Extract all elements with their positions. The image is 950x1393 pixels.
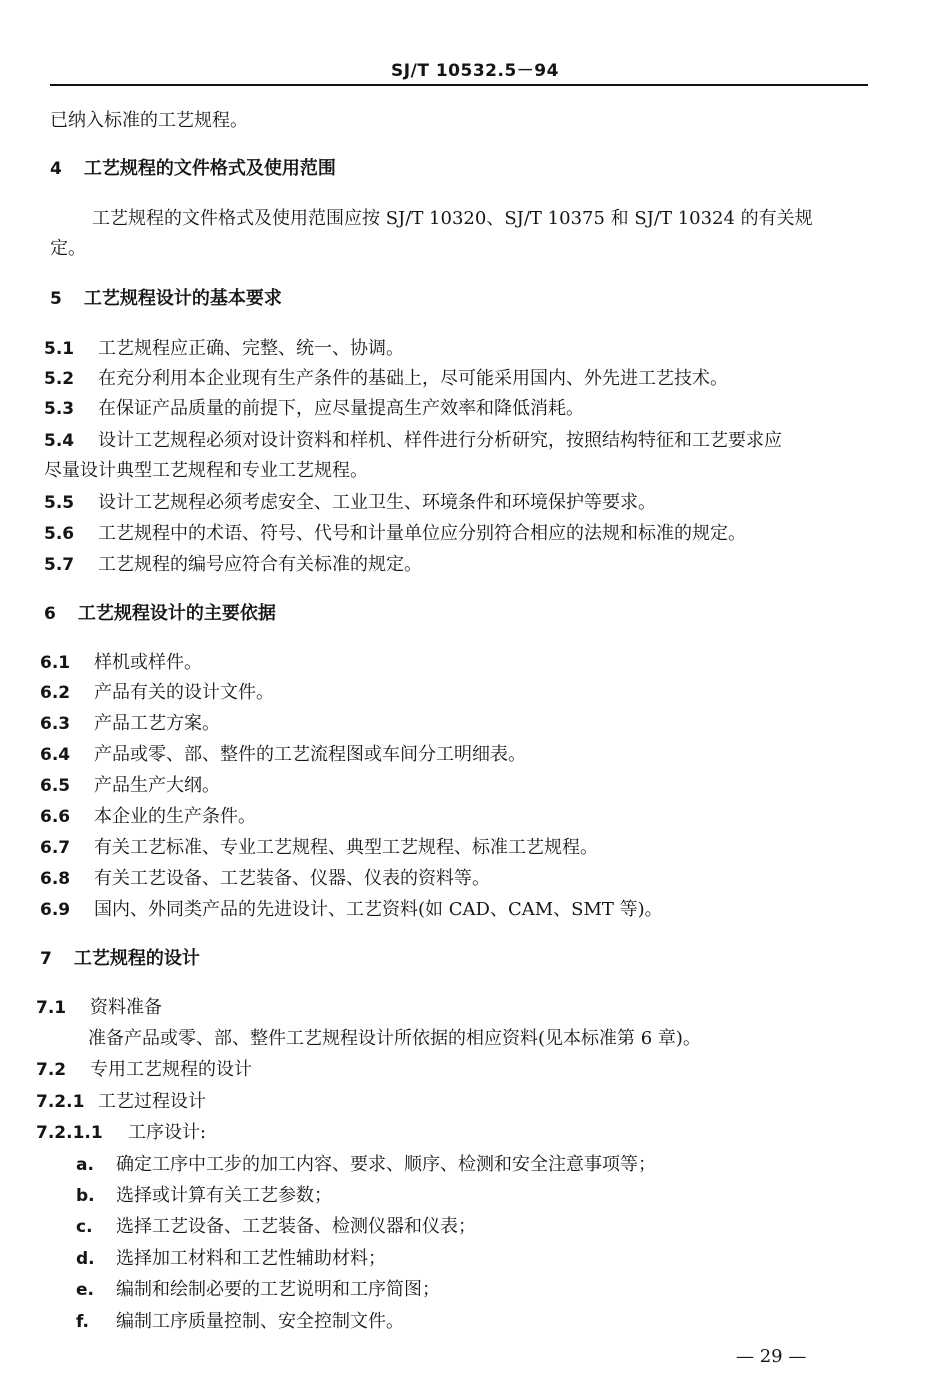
clause-text: 有关工艺标准、专业工艺规程、典型工艺规程、标准工艺规程。: [94, 837, 598, 858]
clause-number: 5.7: [44, 555, 75, 575]
clause-text: 有关工艺设备、工艺装备、仪器、仪表的资料等。: [94, 868, 490, 889]
list-label: b.: [76, 1186, 95, 1206]
section-5-heading: [50, 288, 282, 310]
section-7-heading: [40, 948, 200, 970]
section-number: 6: [44, 604, 56, 624]
clause-number: 6.1: [40, 653, 71, 673]
clause-number: 5.6: [44, 524, 75, 544]
clause-text: 本企业的生产条件。: [94, 806, 256, 827]
clause-text: 工艺规程的编号应符合有关标准的规定。: [98, 554, 422, 575]
clause-number: 7.2.1: [36, 1092, 85, 1112]
clause-number: 6.4: [40, 745, 71, 765]
clause-5-3: [44, 398, 584, 420]
header-rule: [50, 84, 868, 86]
clause-6-4: [40, 744, 526, 766]
standard-code-header: SJ/T 10532.5－94: [391, 61, 559, 81]
section-title: 工艺规程设计的主要依据: [77, 603, 276, 624]
clause-7-1-text: 准备产品或零、部、整件工艺规程设计所依据的相应资料(见本标准第 6 章)。: [88, 1028, 701, 1049]
clause-number: 7.2.1.1: [36, 1123, 103, 1143]
clause-text: 工艺规程应正确、完整、统一、协调。: [98, 338, 404, 359]
list-text: 选择加工材料和工艺性辅助材料；: [116, 1248, 386, 1269]
clause-number: 7.1: [36, 998, 67, 1018]
clause-number: 6.9: [40, 900, 71, 920]
section-number: 5: [50, 289, 62, 309]
list-item-d: [76, 1248, 386, 1270]
clause-6-6: [40, 806, 256, 828]
list-text: 确定工序中工步的加工内容、要求、顺序、检测和安全注意事项等；: [116, 1154, 656, 1175]
clause-text: 设计工艺规程必须考虑安全、工业卫生、环境条件和环境保护等要求。: [98, 492, 656, 513]
list-text: 编制和绘制必要的工艺说明和工序简图；: [116, 1279, 440, 1300]
section-title: 工艺规程的文件格式及使用范围: [83, 158, 336, 179]
clause-6-8: [40, 868, 490, 890]
list-text: 选择或计算有关工艺参数；: [116, 1185, 332, 1206]
section-title: 工艺规程设计的基本要求: [83, 288, 282, 309]
clause-text: 国内、外同类产品的先进设计、工艺资料(如 CAD、CAM、SMT 等)。: [94, 899, 663, 920]
clause-6-9: [40, 899, 663, 921]
list-item-c: [76, 1216, 476, 1238]
clause-5-1: [44, 338, 404, 360]
clause-number: 5.5: [44, 493, 75, 513]
intro-tail-text: 已纳入标准的工艺规程。: [50, 110, 248, 131]
clause-title: 资料准备: [90, 997, 162, 1018]
clause-7-1: [36, 997, 162, 1019]
list-label: e.: [76, 1280, 94, 1300]
section-number: 4: [50, 159, 62, 179]
clause-title: 工序设计:: [128, 1122, 207, 1143]
clause-6-5: [40, 775, 220, 797]
list-text: 编制工序质量控制、安全控制文件。: [116, 1311, 404, 1332]
clause-6-2: [40, 682, 274, 704]
list-label: f.: [76, 1312, 89, 1332]
clause-text: 产品工艺方案。: [94, 713, 220, 734]
clause-number: 6.5: [40, 776, 71, 796]
clause-6-7: [40, 837, 598, 859]
page-number: — 29 —: [736, 1346, 807, 1367]
clause-6-1: [40, 652, 202, 674]
list-label: c.: [76, 1217, 93, 1237]
section-number: 7: [40, 949, 52, 969]
list-item-a: [76, 1154, 656, 1176]
clause-5-6: [44, 523, 746, 545]
clause-5-2: [44, 368, 728, 390]
clause-5-4: [44, 430, 782, 452]
clause-7-2: [36, 1059, 252, 1081]
clause-text: 产品或零、部、整件的工艺流程图或车间分工明细表。: [94, 744, 526, 765]
clause-number: 6.6: [40, 807, 71, 827]
clause-number: 5.1: [44, 339, 75, 359]
clause-text: 设计工艺规程必须对设计资料和样机、样件进行分析研究，按照结构特征和工艺要求应: [98, 430, 782, 451]
section-4-heading: [50, 158, 336, 180]
clause-number: 6.7: [40, 838, 71, 858]
clause-5-7: [44, 554, 422, 576]
section-6-heading: [44, 603, 276, 625]
clause-title: 工艺过程设计: [98, 1091, 206, 1112]
clause-7-2-1: [36, 1091, 206, 1113]
clause-text: 产品生产大纲。: [94, 775, 220, 796]
clause-title: 专用工艺规程的设计: [90, 1059, 252, 1080]
list-label: a.: [76, 1155, 94, 1175]
clause-number: 6.2: [40, 683, 71, 703]
list-item-e: [76, 1279, 440, 1301]
clause-text: 在保证产品质量的前提下，应尽量提高生产效率和降低消耗。: [98, 398, 584, 419]
section-title: 工艺规程的设计: [73, 948, 200, 969]
section-4-paragraph-line-2: 定。: [50, 238, 86, 259]
list-label: d.: [76, 1249, 95, 1269]
clause-number: 7.2: [36, 1060, 67, 1080]
clause-number: 5.3: [44, 399, 75, 419]
clause-5-5: [44, 492, 656, 514]
clause-5-4-continuation: 尽量设计典型工艺规程和专业工艺规程。: [44, 460, 368, 481]
clause-number: 5.4: [44, 431, 75, 451]
clause-text: 工艺规程中的术语、符号、代号和计量单位应分别符合相应的法规和标准的规定。: [98, 523, 746, 544]
list-item-b: [76, 1185, 332, 1207]
clause-number: 6.3: [40, 714, 71, 734]
clause-text: 样机或样件。: [94, 652, 202, 673]
list-item-f: [76, 1311, 404, 1333]
clause-6-3: [40, 713, 220, 735]
clause-number: 6.8: [40, 869, 71, 889]
section-4-paragraph-line-1: 工艺规程的文件格式及使用范围应按 SJ/T 10320、SJ/T 10375 和 SJ/T 10324 的有关规: [92, 208, 813, 229]
clause-text: 在充分利用本企业现有生产条件的基础上，尽可能采用国内、外先进工艺技术。: [98, 368, 728, 389]
clause-7-2-1-1: [36, 1122, 206, 1144]
clause-text: 产品有关的设计文件。: [94, 682, 274, 703]
clause-number: 5.2: [44, 369, 75, 389]
list-text: 选择工艺设备、工艺装备、检测仪器和仪表；: [116, 1216, 476, 1237]
